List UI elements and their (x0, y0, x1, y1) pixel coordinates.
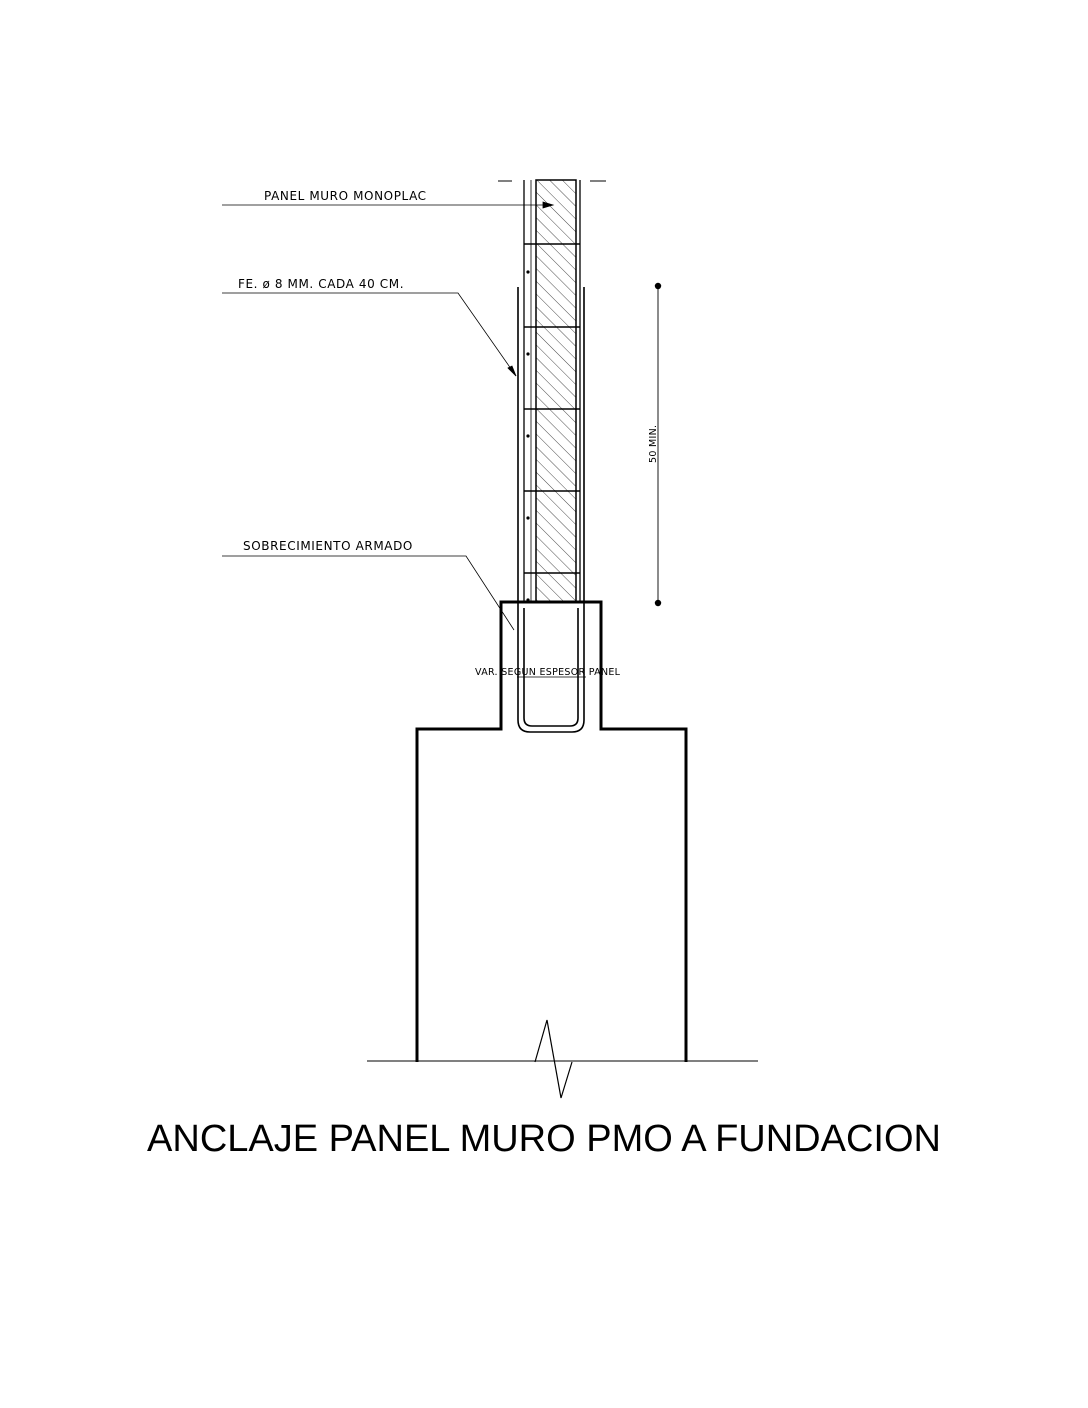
label-plinth: SOBRECIMIENTO ARMADO (243, 539, 413, 553)
rebar-dots (526, 270, 529, 601)
label-dimension: 50 MIN. (648, 424, 659, 463)
leader-rebar (222, 293, 516, 376)
label-panel: PANEL MURO MONOPLAC (264, 189, 427, 203)
label-variable: VAR. SEGUN ESPESOR PANEL (475, 667, 621, 678)
ground-break (367, 1020, 758, 1098)
drawing-title: ANCLAJE PANEL MURO PMO A FUNDACION (147, 1118, 941, 1160)
leader-plinth (222, 556, 514, 630)
label-rebar: FE. ø 8 MM. CADA 40 CM. (238, 277, 405, 291)
